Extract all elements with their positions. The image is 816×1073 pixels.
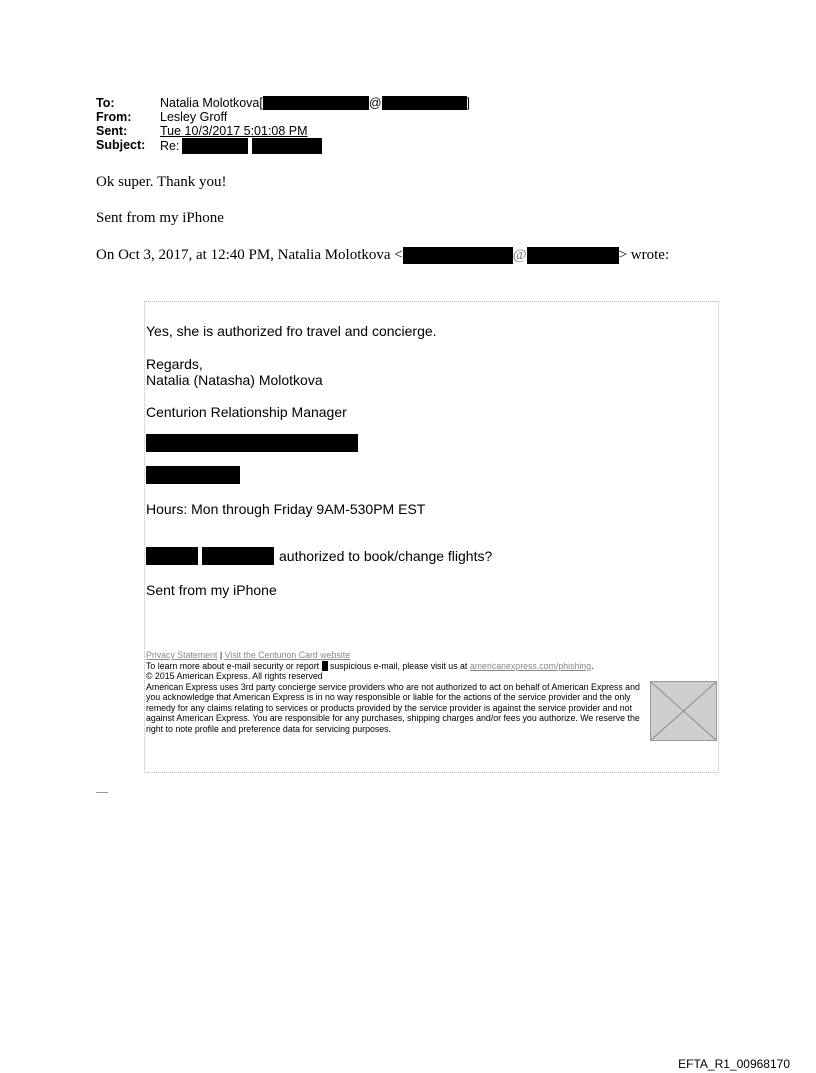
sent-label: Sent:: [96, 124, 128, 138]
quoted-question-text: authorized to book/change flights?: [279, 548, 493, 564]
security-prefix: To learn more about e-mail security or report: [146, 660, 320, 671]
subject-row: [96, 138, 470, 154]
sent-value: Tue 10/3/2017 5:01:08 PM: [160, 124, 308, 138]
sent-row: [96, 124, 470, 138]
quoted-question: [146, 547, 492, 565]
reply-text: Ok super. Thank you!: [96, 174, 227, 190]
email-header: [96, 96, 470, 154]
security-line: To learn more about e-mail security or report suspicious e-mail, please visit us at americanexpress.com/phishing.: [146, 660, 594, 671]
to-row: [96, 96, 470, 110]
centurion-link[interactable]: Visit the Centurion Card website: [224, 650, 351, 660]
quote-intro-suffix: > wrote:: [618, 247, 670, 263]
quoted-signature: Sent from my iPhone: [146, 582, 277, 598]
redaction: [527, 247, 619, 264]
phishing-link[interactable]: americanexpress.com/phishing: [469, 660, 592, 671]
redaction: [322, 661, 328, 671]
redaction: [146, 466, 240, 484]
quoted-name: Natalia (Natasha) Molotkova: [146, 372, 323, 388]
legal-footer: [146, 650, 646, 734]
to-close: ]: [466, 96, 471, 110]
disclaimer: American Express uses 3rd party concierge service providers who are not authorized to act on behalf of American Express and you acknowledge that American Express is in no way responsible or liable for the actions of the service provider and the only remedy for any claims relating to services or products provided by the service provider is against the service provider and not against American Express. You are responsible for any purchases, shipping charges and/or fees you authorize. We reserve the right to note profile and preference data for servicing purposes.: [146, 681, 640, 734]
subject-label: Subject:: [96, 138, 146, 152]
reply-signature: Sent from my iPhone: [96, 210, 224, 226]
footer-separator: |: [219, 650, 223, 660]
redaction: [182, 138, 248, 154]
redaction: [146, 434, 358, 452]
redaction: [252, 138, 322, 154]
to-label: To:: [96, 96, 115, 110]
quote-intro: [96, 247, 669, 264]
privacy-link[interactable]: Privacy Statement: [146, 650, 218, 660]
quoted-line1: Yes, she is authorized fro travel and concierge.: [146, 323, 437, 339]
from-row: [96, 110, 470, 124]
footer-links: [146, 650, 646, 661]
image-placeholder-icon: [650, 681, 717, 741]
redaction: [146, 547, 198, 565]
bates-number: EFTA_R1_00968170: [678, 1057, 790, 1071]
quoted-regards: Regards,: [146, 356, 203, 372]
quoted-hours: Hours: Mon through Friday 9AM-530PM EST: [146, 501, 426, 517]
redaction: [382, 96, 467, 110]
redaction: [263, 96, 369, 110]
copyright: © 2015 American Express. All rights reserved: [146, 671, 323, 682]
from-value: Lesley Groff: [160, 110, 228, 124]
from-label: From:: [96, 110, 132, 124]
redaction: [403, 247, 513, 264]
quote-intro-prefix: On Oct 3, 2017, at 12:40 PM, Natalia Molotkova <: [96, 247, 403, 263]
security-middle: suspicious e-mail, please visit us at: [329, 660, 468, 671]
redaction: [202, 547, 274, 565]
to-value: Natalia Molotkova[: [160, 96, 263, 110]
quoted-title: Centurion Relationship Manager: [146, 404, 347, 420]
quote-intro-at: @: [512, 247, 527, 263]
subject-value: Re:: [160, 139, 180, 153]
to-at: @: [368, 96, 382, 110]
divider-mark: [96, 792, 108, 793]
